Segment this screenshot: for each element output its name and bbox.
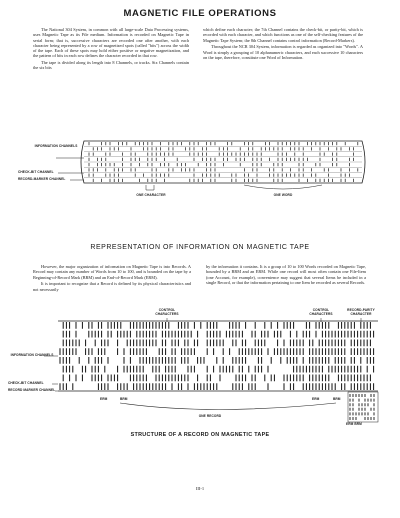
brm-label-right: BRM — [333, 397, 341, 401]
one-record-label: ONE RECORD — [198, 414, 222, 418]
page-title: MAGNETIC FILE OPERATIONS — [123, 8, 277, 19]
paragraph: The tape is divided along its length into 8 Channels, or tracks. Six Channels contain the six bits — [33, 60, 189, 71]
paragraph: Throughout the NCR 304 System, information is regarded as organized into "Words". A Word is simply a grouping of 10 alphanumeric characters, and each successive 10 characters on the tape, therefore, constitute one Word of Information. — [203, 44, 363, 60]
erm-label-right: ERM — [312, 397, 320, 401]
record-parity-character-label: RECORD-PARITY CHARACTER — [347, 308, 375, 316]
one-word-label: ONE WORD — [273, 193, 293, 197]
next-record-block — [348, 392, 378, 422]
page-number: III-1 — [195, 486, 205, 491]
character-bracket — [146, 185, 154, 190]
record-marker-channel-label: RECORD-MARKER CHANNEL — [18, 177, 66, 181]
records-left-column — [33, 264, 191, 293]
paragraph: It is important to recognize that a Record is defined by its physical characteristics and not necessarily — [33, 281, 191, 292]
information-channels-label: INFORMATION CHANNELS — [34, 144, 78, 148]
figure-caption: STRUCTURE OF A RECORD ON MAGNETIC TAPE — [130, 432, 270, 438]
paragraph: by the information it contains. It is a group of 10 to 100 Words recorded on Magnetic Tape, bounded by a BRM and an ERM. While one record will most often contain one File-Item (one Account, for example), convenience may suggest that several Items be included in a single Record, or that the information pertaining to one Item be recorded as several Records. — [206, 264, 366, 285]
paragraph: The National 304 System, in common with all large-scale Data Processing systems, uses Magnetic Tape as its File medium. Information is recorded on Magnetic Tape in serial form; that is, successive characters are recorded one after another, with each character being represented by a row of magnetized spots (called "bits") across the width of the tape. Each of these spots may hold either positive or negative magnetization, and the pattern of bits in each row defines the character recorded in that row. — [33, 27, 189, 59]
brm-label-left: BRM — [120, 397, 128, 401]
erm-brm-label: ERM BRM — [346, 422, 362, 426]
record-marker-channel-label-2: RECORD MARKER CHANNEL — [8, 388, 56, 392]
one-record-brace — [120, 403, 336, 410]
paragraph: which define each character; the 7th Channel contains the check-bit, or parity-bit, which is recorded with each character, and which functions as one of the self-checking features of the Magnetic Tape System; the 8th Channel contains control information (Record-Markers). — [203, 27, 363, 43]
check-bit-channel-label-2: CHECK-BIT CHANNEL — [8, 381, 44, 385]
record-tape-outline — [58, 321, 378, 391]
section-heading: REPRESENTATION OF INFORMATION ON MAGNETIC TAPE — [90, 244, 310, 251]
information-channels-label-2: INFORMATION CHANNELS — [10, 353, 54, 357]
erm-label-left: ERM — [100, 397, 108, 401]
one-character-label: ONE CHARACTER — [136, 193, 166, 197]
records-right-column — [206, 264, 366, 287]
check-bit-channel-label: CHECK-BIT CHANNEL — [18, 170, 54, 174]
paragraph: However, the major organization of information on Magnetic Tape is into Records. A Record may contain any number of Words from 10 to 100, and is bounded on the tape by a Beginning-of-Record Mark (BRM) and an End-of-Record Mark (ERM). — [33, 264, 191, 280]
control-characters-left-label: CONTROL CHARACTERS — [155, 308, 179, 316]
word-bracket — [244, 185, 322, 189]
control-characters-right-label: CONTROL CHARACTERS — [309, 308, 333, 316]
